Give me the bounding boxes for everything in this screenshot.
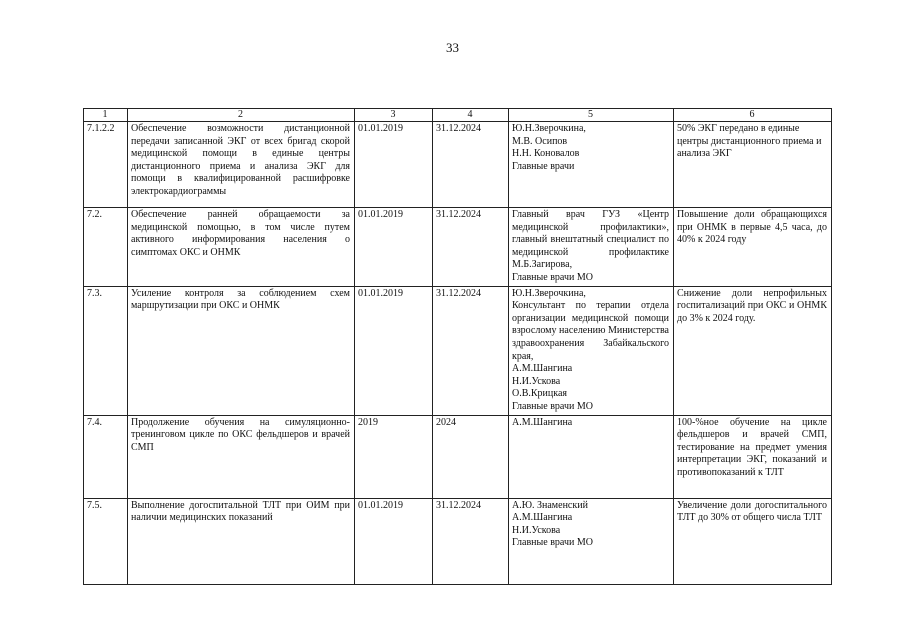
start-date: 2019 <box>355 415 433 498</box>
responsible-line: Ю.Н.Зверочкина, <box>512 287 586 299</box>
end-date: 31.12.2024 <box>433 208 509 287</box>
end-date: 31.12.2024 <box>433 498 509 584</box>
start-date: 01.01.2019 <box>355 286 433 415</box>
responsible-line: О.В.Крицкая <box>512 388 568 400</box>
activity-cell: Продолжение обучения на симуляционно-тренинговом цикле по ОКС фельдшеров и врачей СМП <box>128 415 355 498</box>
responsible-line: Главные врачи МО <box>512 537 593 549</box>
table-row <box>84 208 832 287</box>
responsible-line: Главные врачи МО <box>512 400 593 412</box>
start-date: 01.01.2019 <box>355 208 433 287</box>
responsible-line: Н.И.Ускова <box>512 375 561 387</box>
result-cell: Увеличение доли догоспитального ТЛТ до 30% от общего числа ТЛТ <box>674 498 832 584</box>
result-cell: Повышение доли обращающихся при ОНМК в первые 4,5 часа, до 40% к 2024 году <box>674 208 832 287</box>
responsible-cell <box>509 286 674 415</box>
end-date: 2024 <box>433 415 509 498</box>
end-date: 31.12.2024 <box>433 122 509 208</box>
table-header-row <box>84 109 832 122</box>
column-header: 4 <box>433 109 509 122</box>
item-number: 7.4. <box>84 415 128 498</box>
responsible-line: А.М.Шангина <box>512 512 573 524</box>
responsible-line: А.М.Шангина <box>512 363 573 375</box>
result-cell: 100-%ное обучение на цикле фельдшеров и врачей СМП, тестирование на предмет умения интерпретации ЭКГ, показаний и противопоказаний к ТЛТ <box>674 415 832 498</box>
responsible-line: М.В. Осипов <box>512 135 568 147</box>
item-number: 7.3. <box>84 286 128 415</box>
start-date: 01.01.2019 <box>355 122 433 208</box>
table-row <box>84 122 832 208</box>
responsible-line: Ю.Н.Зверочкина, <box>512 123 586 134</box>
responsible-cell <box>509 122 674 208</box>
item-number: 7.1.2.2 <box>84 122 128 208</box>
column-header: 3 <box>355 109 433 122</box>
column-header: 2 <box>128 109 355 122</box>
responsible-line: Н.Н. Коновалов <box>512 148 580 160</box>
table-row <box>84 498 832 584</box>
column-header: 5 <box>509 109 674 122</box>
item-number: 7.2. <box>84 208 128 287</box>
action-plan-table <box>83 108 832 585</box>
responsible-cell <box>509 498 674 584</box>
activity-cell: Выполнение догоспитальной ТЛТ при ОИМ при наличии медицинских показаний <box>128 498 355 584</box>
activity-cell: Обеспечение возможности дистанционной передачи записанной ЭКГ от всех бригад скорой медицинской помощи в единые центры дистанционного приема и анализа ЭКГ для помощи в квалифицированной расшифровке электрокардиограммы <box>128 122 355 208</box>
result-cell: 50% ЭКГ передано в единые центры дистанционного приема и анализа ЭКГ <box>674 122 832 208</box>
page-number: 33 <box>446 40 459 55</box>
activity-cell: Усиление контроля за соблюдением схем маршрутизации при ОКС и ОНМК <box>128 286 355 415</box>
responsible-line: Н.И.Ускова <box>512 524 561 536</box>
responsible-line: А.Ю. Знаменский <box>512 499 588 511</box>
responsible-line: Главные врачи <box>512 160 575 172</box>
responsible-cell <box>509 415 674 498</box>
result-cell: Снижение доли непрофильных госпитализаций при ОКС и ОНМК до 3% к 2024 году. <box>674 286 832 415</box>
table-row <box>84 415 832 498</box>
column-header: 1 <box>84 109 128 122</box>
activity-cell: Обеспечение ранней обращаемости за медицинской помощью, в том числе путем активного информирования населения о симптомах ОКС и ОНМК <box>128 208 355 287</box>
responsible-line: А.М.Шангина <box>512 416 573 428</box>
end-date: 31.12.2024 <box>433 286 509 415</box>
responsible-cell <box>509 208 674 287</box>
responsible-line: Главный врач ГУЗ «Центр медицинской профилактики», главный внештатный специалист по медицинской профилактике М.Б.Загирова, <box>512 209 669 271</box>
responsible-line: Консультант по терапии отдела организации медицинской помощи взрослому населению Министерства здравоохранения Забайкальского края, <box>512 300 669 362</box>
table-row <box>84 286 832 415</box>
responsible-line: Главные врачи МО <box>512 271 593 283</box>
start-date: 01.01.2019 <box>355 498 433 584</box>
item-number: 7.5. <box>84 498 128 584</box>
column-header: 6 <box>674 109 832 122</box>
